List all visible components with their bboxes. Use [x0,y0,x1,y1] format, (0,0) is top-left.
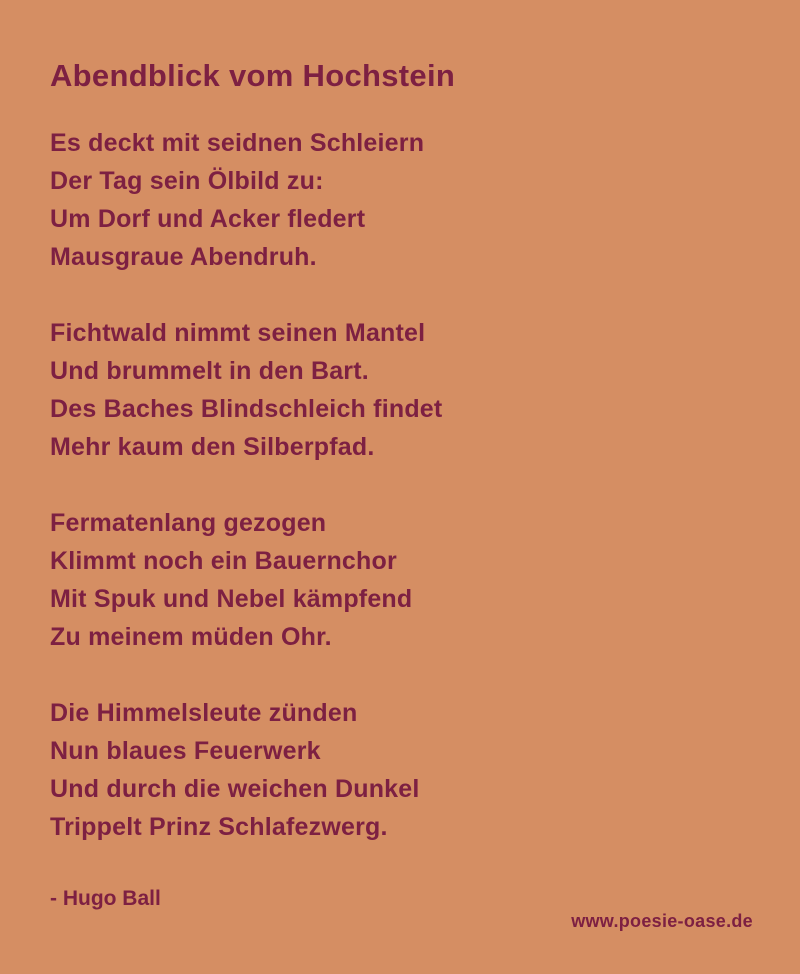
poem-line: Zu meinem müden Ohr. [50,623,332,651]
poem-line: Es deckt mit seidnen Schleiern [50,129,425,157]
site-watermark: www.poesie-oase.de [571,911,753,931]
stanza-3 [50,504,755,656]
poem-line: Mehr kaum den Silberpfad. [50,433,375,461]
poem-line: Trippelt Prinz Schlafezwerg. [50,813,388,841]
poem-line: Nun blaues Feuerwerk [50,737,321,765]
poem-line: Und brummelt in den Bart. [50,357,369,385]
poem-author: - Hugo Ball [50,887,161,910]
poem-line: Fermatenlang gezogen [50,509,327,537]
poem-line: Der Tag sein Ölbild zu: [50,167,324,195]
poem-line: Des Baches Blindschleich findet [50,395,443,423]
stanza-2 [50,314,755,466]
poem-title: Abendblick vom Hochstein [50,58,456,93]
poem-line: Klimmt noch ein Bauernchor [50,547,397,575]
poem-line: Um Dorf und Acker fledert [50,205,366,233]
stanza-4 [50,694,755,846]
poem-line: Die Himmelsleute zünden [50,699,358,727]
poem-line: Mit Spuk und Nebel kämpfend [50,585,413,613]
poem-line: Fichtwald nimmt seinen Mantel [50,319,426,347]
stanza-1 [50,124,755,276]
poem-line: Mausgraue Abendruh. [50,243,317,271]
poem-line: Und durch die weichen Dunkel [50,775,420,803]
